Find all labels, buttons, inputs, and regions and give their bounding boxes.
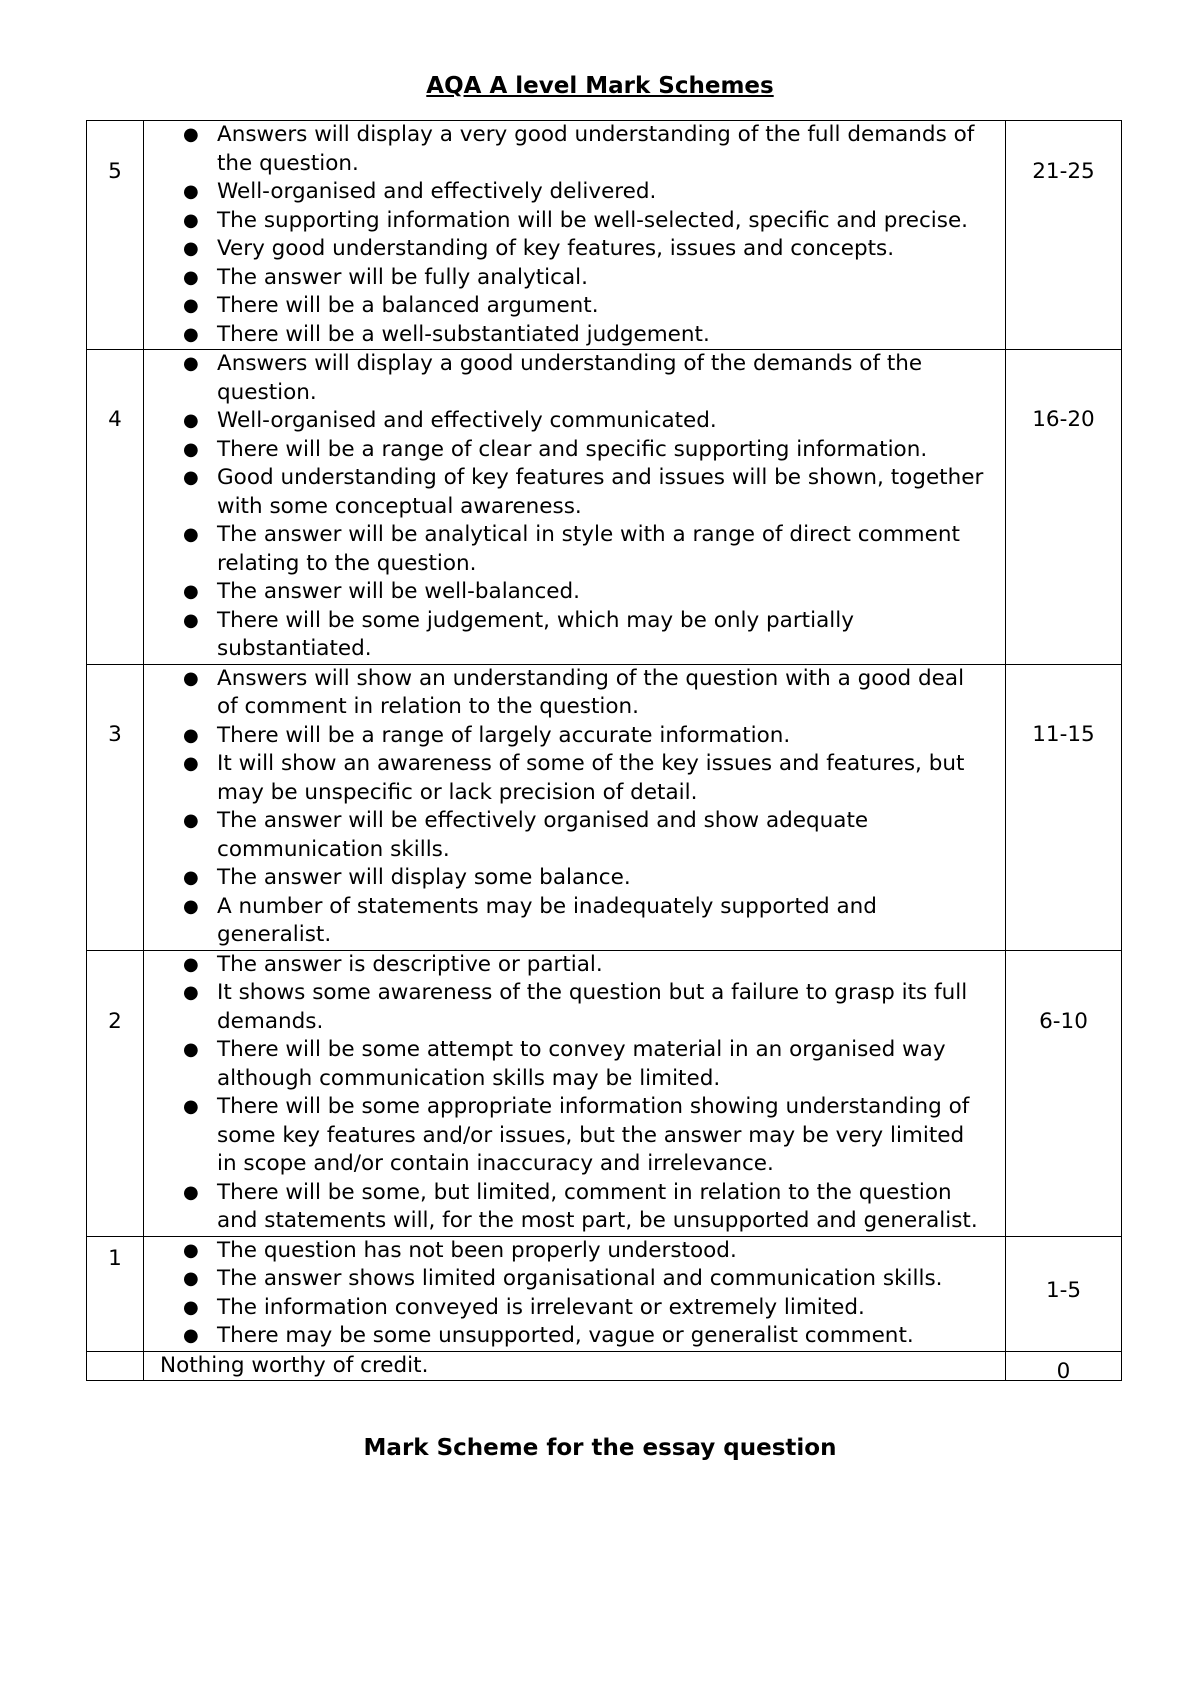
bullet-icon: ●	[183, 353, 199, 374]
criteria-text: There will be some judgement, which may be only partially substantiated.	[217, 607, 854, 661]
bullet-icon: ●	[183, 1268, 199, 1289]
marks-cell	[1006, 121, 1122, 350]
criteria-item	[183, 1294, 1005, 1323]
criteria-item	[183, 665, 1005, 722]
table-row-level-2	[87, 950, 1122, 1236]
table-row-level-1	[87, 1236, 1122, 1351]
descriptor-cell	[144, 121, 1006, 350]
table-row-no-credit	[87, 1351, 1122, 1381]
criteria-text: The supporting information will be well-selected, specific and precise.	[217, 207, 969, 233]
bullet-icon: ●	[183, 667, 199, 689]
bullet-icon: ●	[183, 1296, 199, 1318]
bullet-icon: ●	[183, 1181, 199, 1203]
criteria-item	[183, 578, 1005, 607]
marks-range: 16-20	[1032, 407, 1095, 432]
criteria-list	[144, 951, 1005, 1236]
bullet-icon: ●	[183, 609, 199, 631]
criteria-item	[183, 521, 1005, 578]
marks-range: 11-15	[1032, 721, 1095, 747]
criteria-text: There will be some appropriate information showing understanding of some key features and/or issues, but the answer may be very limited in scope and/or contain inaccuracy and irrelevance.	[217, 1094, 970, 1176]
mark-scheme-table	[86, 120, 1122, 1384]
level-number: 4	[108, 407, 122, 432]
bullet-icon: ●	[183, 982, 199, 1003]
criteria-item	[183, 607, 1005, 664]
criteria-text: Well-organised and effectively communicated.	[217, 408, 717, 433]
criteria-item	[183, 407, 1005, 436]
marks-cell	[1006, 664, 1122, 950]
criteria-list	[144, 350, 1005, 664]
criteria-item	[183, 1322, 1005, 1351]
descriptor-cell	[144, 1236, 1006, 1351]
marks-range: 6-10	[1039, 1008, 1088, 1034]
criteria-item	[183, 207, 1005, 236]
bullet-icon: ●	[183, 238, 199, 259]
criteria-item	[183, 178, 1005, 207]
criteria-item	[183, 264, 1005, 293]
bullet-icon: ●	[183, 724, 199, 746]
marks-cell	[1006, 350, 1122, 665]
level-number: 1	[108, 1245, 122, 1271]
bullet-icon: ●	[183, 1096, 199, 1117]
criteria-item	[183, 1265, 1005, 1294]
bullet-icon: ●	[183, 895, 199, 917]
marks-cell	[1006, 950, 1122, 1236]
level-cell	[87, 1351, 144, 1381]
descriptor-cell	[144, 950, 1006, 1236]
bullet-icon: ●	[183, 438, 199, 460]
criteria-text: A number of statements may be inadequately supported and generalist.	[217, 893, 877, 947]
level-cell	[87, 664, 144, 950]
criteria-text: Well-organised and effectively delivered.	[217, 179, 657, 204]
level-cell	[87, 350, 144, 665]
criteria-item	[183, 722, 1005, 751]
criteria-text: There will be some, but limited, comment in relation to the question and statements will, for the most part, be unsupported and generalist.	[217, 1179, 978, 1233]
page-title: AQA A level Mark Schemes	[426, 73, 774, 99]
table-caption: Mark Scheme for the essay question	[363, 1435, 837, 1461]
level-number: 2	[108, 1008, 122, 1034]
criteria-item	[183, 121, 1005, 178]
criteria-text: The answer will be analytical in style with a range of direct comment relating to the question.	[217, 522, 960, 576]
criteria-item	[183, 1036, 1005, 1093]
bullet-icon: ●	[183, 323, 199, 345]
criteria-text: It will show an awareness of some of the key issues and features, but may be unspecific or lack precision of detail.	[217, 751, 965, 805]
criteria-text: The answer will be fully analytical.	[217, 264, 588, 290]
criteria-item	[183, 979, 1005, 1036]
level-cell	[87, 121, 144, 350]
criteria-text: The answer will be well-balanced.	[217, 579, 581, 604]
criteria-list	[144, 121, 1005, 349]
descriptor-cell	[144, 664, 1006, 950]
criteria-item	[183, 1237, 1005, 1266]
criteria-text: The answer will display some balance.	[217, 865, 631, 890]
bullet-icon: ●	[183, 266, 199, 288]
bullet-icon: ●	[183, 867, 199, 888]
marks-range: 1-5	[1045, 1277, 1082, 1303]
bullet-icon: ●	[183, 295, 199, 316]
criteria-item	[183, 1093, 1005, 1179]
marks-range: 21-25	[1032, 159, 1095, 184]
criteria-text: There will be a range of largely accurate information.	[217, 722, 791, 748]
criteria-item	[183, 464, 1005, 521]
bullet-icon: ●	[183, 1325, 199, 1346]
marks-cell	[1006, 1236, 1122, 1351]
criteria-text: There will be a well-substantiated judgement.	[217, 321, 710, 347]
criteria-text: There will be a range of clear and specific supporting information.	[217, 436, 928, 462]
descriptor-cell	[144, 1351, 1006, 1381]
descriptor-cell	[144, 350, 1006, 665]
criteria-text: It shows some awareness of the question but a failure to grasp its full demands.	[217, 980, 968, 1034]
criteria-text: The answer will be effectively organised and show adequate communication skills.	[217, 808, 869, 862]
bullet-icon: ●	[183, 581, 199, 602]
criteria-list	[144, 665, 1005, 950]
table-row-level-3	[87, 664, 1122, 950]
criteria-item	[183, 292, 1005, 321]
level-number: 3	[108, 721, 122, 747]
bullet-icon: ●	[183, 953, 199, 975]
bullet-icon: ●	[183, 467, 199, 488]
criteria-item	[183, 807, 1005, 864]
table-row-level-4	[87, 350, 1122, 665]
criteria-text: There may be some unsupported, vague or generalist comment.	[217, 1323, 914, 1348]
criteria-item	[183, 1179, 1005, 1236]
no-credit-text: Nothing worthy of credit.	[160, 1352, 429, 1378]
criteria-text: Answers will show an understanding of the question with a good deal of comment in relation to the question.	[217, 665, 965, 719]
bullet-icon: ●	[183, 181, 199, 202]
criteria-text: The answer is descriptive or partial.	[217, 951, 603, 977]
marks-value: 0	[1056, 1358, 1071, 1384]
level-number: 5	[108, 159, 122, 184]
criteria-text: Answers will display a very good understanding of the full demands of the question.	[217, 122, 975, 176]
bullet-icon: ●	[183, 524, 199, 545]
bullet-icon: ●	[183, 753, 199, 774]
criteria-list	[144, 1237, 1005, 1351]
criteria-item	[183, 864, 1005, 893]
criteria-text: Good understanding of key features and issues will be shown, together with some conceptual awareness.	[217, 465, 984, 519]
criteria-text: Answers will display a good understanding of the demands of the question.	[217, 351, 923, 405]
bullet-icon: ●	[183, 124, 199, 145]
bullet-icon: ●	[183, 209, 199, 231]
criteria-text: There will be some attempt to convey material in an organised way although communication skills may be limited.	[217, 1037, 946, 1091]
bullet-icon: ●	[183, 1039, 199, 1060]
criteria-text: The answer shows limited organisational and communication skills.	[217, 1266, 943, 1291]
criteria-item	[183, 893, 1005, 950]
criteria-item	[183, 951, 1005, 980]
bullet-icon: ●	[183, 810, 199, 831]
criteria-item	[183, 235, 1005, 264]
criteria-item	[183, 750, 1005, 807]
level-cell	[87, 950, 144, 1236]
criteria-text: There will be a balanced argument.	[217, 293, 599, 318]
bullet-icon: ●	[183, 1239, 199, 1261]
criteria-text: The question has not been properly understood.	[217, 1237, 737, 1263]
criteria-item	[183, 350, 1005, 407]
criteria-item	[183, 436, 1005, 465]
table-row-level-5	[87, 121, 1122, 350]
bullet-icon: ●	[183, 410, 199, 431]
marks-cell	[1006, 1351, 1122, 1384]
criteria-text: Very good understanding of key features, issues and concepts.	[217, 236, 895, 261]
criteria-text: The information conveyed is irrelevant or extremely limited.	[217, 1294, 865, 1320]
criteria-item	[183, 321, 1005, 350]
level-cell	[87, 1236, 144, 1351]
